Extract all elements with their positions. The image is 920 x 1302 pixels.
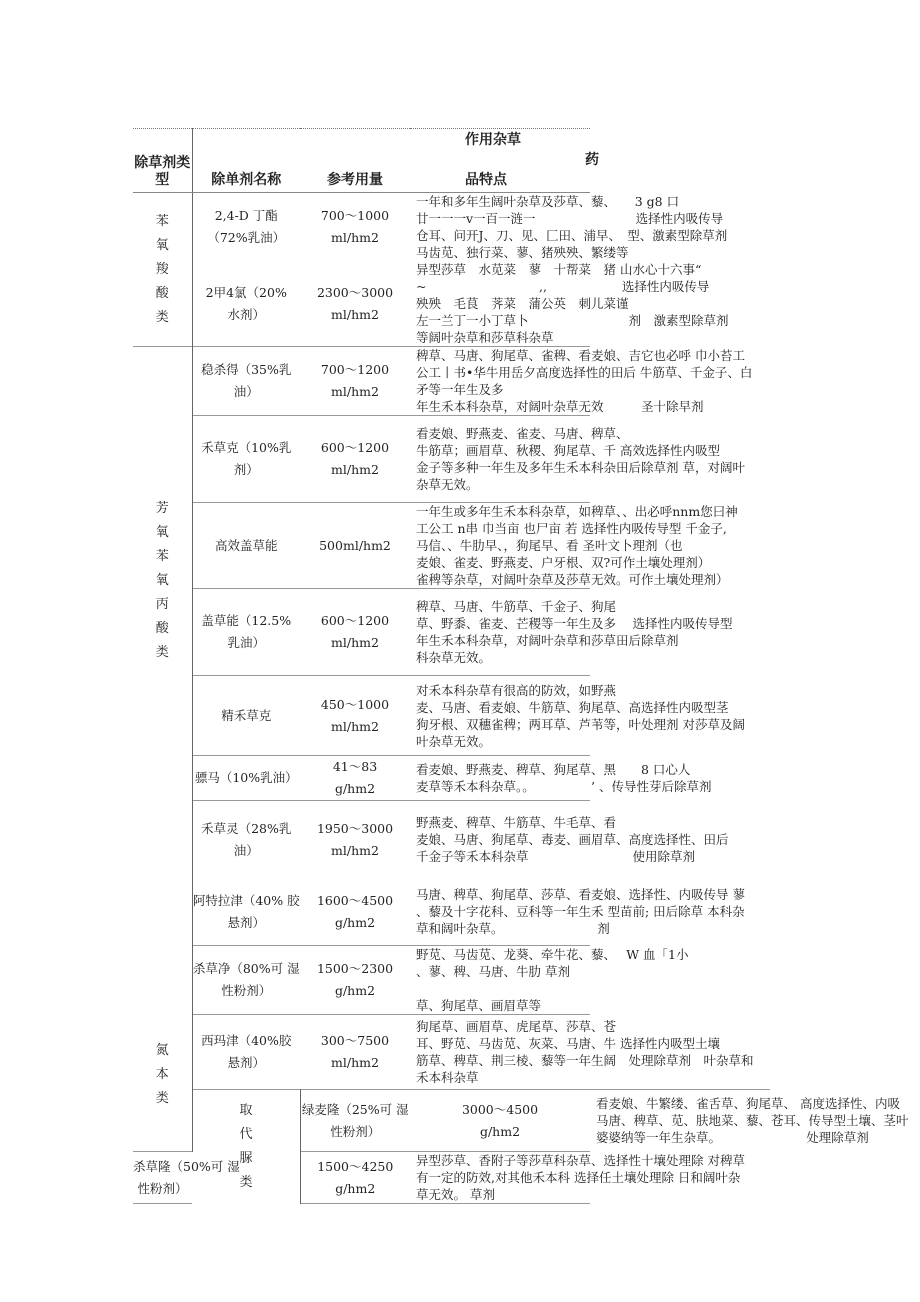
weeds-features-line: 牛筋草；画眉草、秋稷、狗尾草、千 高效选择性内吸型 bbox=[416, 443, 720, 458]
herbicide-name-line: 性粉剂） bbox=[330, 1123, 381, 1139]
weeds-features-line: ~ ,, 选择性内吸传导 bbox=[416, 279, 710, 294]
herbicide-name-line: 2,4-D 丁酯 bbox=[214, 208, 278, 223]
weeds-features-line: 廿一一一v一百一涟一 选择性内吸传导 bbox=[416, 211, 724, 226]
category-label: 取代脲类 bbox=[239, 1102, 253, 1190]
herbicide-name bbox=[192, 347, 300, 416]
weeds-features-line: 看麦娘、野燕麦、稗草、狗尾草、黑 8 口心人 bbox=[416, 762, 691, 777]
dosage-line: 300～7500 bbox=[320, 1033, 390, 1048]
weeds-features-line: 千金子等禾本科杂草 使用除草剂 bbox=[416, 849, 695, 865]
category-cell bbox=[133, 879, 192, 1152]
dosage bbox=[300, 503, 410, 589]
herbicide-name-line: 精禾草克 bbox=[221, 707, 272, 723]
header-name: 除单剂名称 bbox=[192, 129, 300, 193]
table-row bbox=[133, 1015, 770, 1090]
table-row bbox=[133, 503, 770, 589]
weeds-features bbox=[410, 589, 733, 676]
dosage-line: g/hm2 bbox=[334, 781, 376, 796]
weeds-features-line: 马信、、牛肋早、，狗尾早、看 圣叶文卜理剂（也 bbox=[416, 538, 683, 553]
dosage bbox=[300, 1015, 410, 1090]
dosage-line: ml/hm2 bbox=[331, 230, 379, 245]
weeds-features bbox=[410, 1152, 745, 1204]
weeds-features-line: 一年生或多年生禾本科杂草，如稗草、、出必呼nnm您曰神 bbox=[416, 504, 738, 519]
herbicide-name-line: 稳杀得（35%乳 bbox=[201, 362, 292, 377]
dosage-line: 1500～4250 bbox=[317, 1158, 394, 1174]
herbicide-name bbox=[192, 503, 300, 589]
category-label: 氮本类 bbox=[155, 1043, 169, 1106]
weeds-features-line: 杂草无效。 bbox=[416, 477, 479, 492]
weeds-features-line: 看麦娘、野燕麦、雀麦、马唐、稗草、 bbox=[416, 426, 629, 441]
weeds-features bbox=[410, 1015, 754, 1090]
dosage bbox=[300, 946, 410, 1015]
dosage bbox=[300, 347, 410, 416]
herbicide-name bbox=[192, 946, 300, 1015]
category-label: 芳氧苯氧丙酸类 bbox=[155, 501, 169, 660]
herbicide-name-line: 高效盖草能 bbox=[214, 537, 278, 553]
dosage-line: ml/hm2 bbox=[331, 384, 379, 399]
herbicide-name-line: 性粉剂） bbox=[137, 1180, 188, 1196]
herbicide-name bbox=[192, 879, 300, 946]
weeds-features-line: 麦娘、雀麦、野燕麦、户牙根、双?可作土壤处理剂） bbox=[416, 555, 711, 570]
dosage-line: 450～1000 bbox=[320, 696, 390, 712]
herbicide-name-line: 绿麦隆（25%可 湿 bbox=[301, 1101, 409, 1117]
weeds-features-line: 看麦娘、牛繁缕、雀舌草、狗尾草、 高度选择性、内吸 bbox=[596, 1096, 900, 1112]
dosage bbox=[300, 261, 410, 347]
dosage bbox=[300, 879, 410, 946]
header-type: 除草剂类型 bbox=[133, 129, 192, 193]
table-row bbox=[133, 676, 770, 756]
weeds-features bbox=[590, 1090, 909, 1152]
dosage-line: 3000～4500 bbox=[461, 1101, 539, 1117]
herbicide-name-line: 悬剂） bbox=[227, 914, 265, 930]
dosage-line: ml/hm2 bbox=[331, 635, 379, 650]
dosage-line: g/hm2 bbox=[479, 1123, 521, 1139]
weeds-features bbox=[410, 416, 745, 503]
dosage-line: g/hm2 bbox=[334, 983, 376, 998]
dosage bbox=[300, 676, 410, 756]
weeds-features-line: 、蓼、稗、马唐、牛肋 草剂 bbox=[416, 964, 570, 979]
herbicide-name-line: 盖草能（12.5% bbox=[201, 613, 292, 628]
herbicide-table bbox=[133, 128, 909, 1204]
herbicide-name-line: 杀草隆（50%可 湿 bbox=[133, 1158, 240, 1174]
weeds-features-line: 筋草、稗草、荆三棱、藜等一年生阔 处理除草剂 叶杂草和 bbox=[416, 1053, 754, 1068]
herbicide-name-line: 西玛津（40%胶 bbox=[201, 1033, 292, 1048]
herbicide-name-line: 水剂） bbox=[227, 306, 265, 322]
dosage-line: g/hm2 bbox=[335, 1180, 376, 1196]
weeds-features-line: 工公工 n串 巾当亩 也尸亩 若 选择性内吸传导型 千金子, bbox=[416, 521, 727, 536]
herbicide-name bbox=[192, 261, 300, 347]
weeds-features-line: 仓耳、问开J、刀、见、匚田、浦早、 型、激素型除草剂 bbox=[416, 228, 728, 243]
dosage-line: 1500～2300 bbox=[316, 961, 394, 976]
herbicide-name-line: 阿特拉津（40% 胶 bbox=[192, 892, 300, 908]
weeds-features-line: 金子等多种一年生及多年生禾本科杂田后除草剂 草，对阔叶 bbox=[416, 460, 745, 475]
weeds-features-line: 禾本科杂草 bbox=[416, 1070, 479, 1085]
weeds-features-line: 马齿苋、独行菜、蓼、猪殃殃、繁缕等 bbox=[416, 245, 629, 260]
weeds-features-line: 异型莎草、香附子等莎草科杂草、选择性十壤处理除 对稗草 bbox=[416, 1153, 745, 1168]
weeds-features-line: 雀稗等杂草，对阔叶杂草及莎草无效。可作土壤处理剂） bbox=[416, 572, 729, 587]
dosage bbox=[300, 756, 410, 801]
category-cell bbox=[133, 193, 192, 347]
dosage-line: 1950～3000 bbox=[316, 820, 394, 836]
dosage bbox=[410, 1090, 590, 1152]
dosage-line: 41～83 bbox=[332, 759, 378, 774]
dosage bbox=[300, 416, 410, 503]
herbicide-name-line: 油） bbox=[233, 384, 259, 399]
herbicide-name bbox=[192, 416, 300, 503]
weeds-features-line: 左一兰丁一小丁草卜 剂 激素型除草剂 bbox=[416, 313, 729, 328]
weeds-features-line: 殃殃 毛茛 荠菜 蒲公英 刺儿菜谨 bbox=[416, 296, 629, 311]
dosage-line: ml/hm2 bbox=[331, 306, 379, 322]
weeds-features-line: 叶杂草无效。 bbox=[416, 733, 492, 749]
dosage-line: ml/hm2 bbox=[331, 462, 379, 477]
table-row bbox=[133, 879, 770, 946]
herbicide-name bbox=[192, 193, 300, 262]
weeds-features-line: 年生禾本科杂草，对阔叶杂草和莎草田后除草剂 bbox=[416, 633, 679, 648]
weeds-features bbox=[410, 801, 729, 879]
dosage-line: 2300～3000 bbox=[316, 284, 394, 300]
weeds-features bbox=[410, 676, 745, 756]
weeds-features-line: 对禾本科杂草有很高的防效，如野燕 bbox=[416, 682, 617, 698]
header-weeds: 作用杂草 bbox=[465, 132, 521, 148]
weeds-features bbox=[410, 879, 745, 946]
weeds-features-line: 耳、野苋、马齿苋、灰菜、马唐、牛 选择性内吸型土壤 bbox=[416, 1036, 720, 1051]
weeds-features-line: 公工丨书•华牛用岳夕高度选择性的田后 牛筋草、千金子、白 bbox=[416, 365, 753, 380]
weeds-features-line: 有一定的防效,对其他禾本科 选择任土壤处理除 日和阔叶杂 bbox=[416, 1170, 741, 1185]
herbicide-name bbox=[192, 1015, 300, 1090]
weeds-features bbox=[410, 503, 738, 589]
herbicide-name bbox=[133, 1152, 240, 1204]
herbicide-name-line: 杀草净（80%可 湿 bbox=[192, 961, 300, 976]
dosage-line: 600～1200 bbox=[320, 613, 390, 628]
herbicide-name-line: 禾草灵（28%乳 bbox=[201, 820, 292, 836]
herbicide-name-line: 悬剂） bbox=[227, 1055, 265, 1070]
header-dose: 参考用量 bbox=[300, 129, 410, 193]
herbicide-name-line: 乳油） bbox=[227, 635, 265, 650]
herbicide-name-line: （72%乳油） bbox=[207, 230, 286, 245]
dosage-line: 600～1200 bbox=[320, 440, 390, 455]
weeds-features-line: 、藜及十字花科、豆科等一年生禾 型苗前; 田后除草 本科杂 bbox=[416, 904, 745, 920]
weeds-features bbox=[410, 756, 712, 801]
table-row bbox=[133, 756, 770, 801]
weeds-features bbox=[410, 946, 689, 1015]
dosage-line: ml/hm2 bbox=[331, 1055, 379, 1070]
weeds-features-line bbox=[416, 980, 590, 997]
weeds-features-line: 科杂草无效。 bbox=[416, 650, 492, 665]
category-label: 苯氧羧酸类 bbox=[155, 213, 169, 325]
dosage-line: 700～1200 bbox=[320, 362, 390, 377]
weeds-features-line: 稗草、马唐、狗尾草、雀稗、看麦娘、吉它也必呼 巾小苔工 bbox=[416, 348, 745, 363]
table-row bbox=[133, 193, 770, 262]
table-row bbox=[133, 416, 770, 503]
dosage bbox=[300, 1152, 410, 1204]
table-row bbox=[133, 589, 770, 676]
weeds-features bbox=[410, 261, 729, 347]
table-row bbox=[133, 347, 770, 416]
weeds-features-line: 狗牙根、双穗雀稗；两耳草、芦苇等，叶处理剂 对莎草及阔 bbox=[416, 716, 745, 732]
weeds-features-line: 草和阔叶杂草。 剂 bbox=[416, 921, 610, 937]
header-row bbox=[133, 129, 770, 193]
herbicide-name bbox=[192, 801, 300, 879]
herbicide-name bbox=[300, 1090, 410, 1152]
dosage-line: ml/hm2 bbox=[331, 718, 379, 734]
weeds-features-line: 矛等一年生及多 bbox=[416, 382, 504, 397]
weeds-features-line: 野燕麦、稗草、牛筋草、牛毛草、看 bbox=[416, 815, 617, 831]
dosage-line: g/hm2 bbox=[334, 914, 376, 930]
weeds-features-line: 狗尾草、画眉草、虎尾草、莎草、苍 bbox=[416, 1019, 617, 1034]
table-row bbox=[133, 1090, 770, 1152]
dosage-line: 700～1000 bbox=[320, 208, 390, 223]
weeds-features-line: 年生禾本科杂草，对阔叶杂草无效 圣十除早剂 bbox=[416, 399, 704, 414]
weeds-features-line: 一年和多年生阔叶杂草及莎草、藜、 3 g8 口 bbox=[416, 194, 680, 209]
herbicide-name-line: 剂） bbox=[233, 462, 259, 477]
dosage-line: 500ml/hm2 bbox=[319, 537, 391, 553]
weeds-features-line: 稗草、马唐、牛筋草、千金子、狗尾 bbox=[416, 599, 617, 614]
header-weeds-features bbox=[410, 129, 599, 193]
weeds-features-line: 异型莎草 水苋菜 蓼 十帮菜 猪 山水心十六事“ bbox=[416, 262, 702, 277]
weeds-features-line: 等阔叶杂草和莎草科杂草 bbox=[416, 330, 554, 345]
weeds-features bbox=[410, 347, 753, 416]
dosage bbox=[300, 589, 410, 676]
weeds-features-line: 马唐、稗草、苋、肤地菜、藜、苍耳、传导型土壤、茎叶 bbox=[596, 1113, 909, 1129]
category-cell bbox=[192, 1090, 300, 1204]
herbicide-name-line: 2甲4氯（20% bbox=[205, 284, 287, 300]
herbicide-name-line: 禾草克（10%乳 bbox=[201, 440, 292, 455]
table-row bbox=[133, 946, 770, 1015]
herbicide-name-line: 油） bbox=[233, 842, 259, 858]
weeds-features-line: 草无效。 草剂 bbox=[416, 1187, 495, 1202]
weeds-features-line: 麦、马唐、看麦娘、牛筋草、狗尾草、高选择性内吸型茎 bbox=[416, 699, 729, 715]
weeds-features-line: 麦草等禾本科杂草。。 ’ 、传导性芽后除草剂 bbox=[416, 779, 712, 794]
dosage-line: 1600～4500 bbox=[316, 892, 394, 908]
weeds-features-line: 婆婆纳等一年生杂草。 处理除草剂 bbox=[596, 1130, 869, 1146]
table-row bbox=[133, 261, 770, 347]
herbicide-name bbox=[192, 589, 300, 676]
category-cell bbox=[133, 347, 192, 879]
weeds-features bbox=[410, 193, 728, 262]
dosage bbox=[300, 801, 410, 879]
herbicide-name bbox=[192, 756, 300, 801]
table-row bbox=[133, 801, 770, 879]
weeds-features-line: 草、野黍、雀麦、芒稷等一年生及多 选择性内吸传导型 bbox=[416, 616, 733, 631]
dosage-line: ml/hm2 bbox=[331, 842, 379, 858]
weeds-features-line: 麦娘、马唐、狗尾草、毒麦、画眉草、高度选择性、田后 bbox=[416, 832, 729, 848]
herbicide-name-line: 性粉剂） bbox=[221, 983, 272, 998]
herbicide-name-line: 骠马（10%乳油） bbox=[194, 770, 298, 785]
dosage bbox=[300, 193, 410, 262]
weeds-features-line: 马唐、稗草、狗尾草、莎草、看麦娘、选择性、内吸传导 蓼 bbox=[416, 887, 745, 903]
weeds-features-line: 野苋、马齿苋、龙葵、牵牛花、藜、 W 血「1小 bbox=[416, 947, 689, 962]
herbicide-name bbox=[192, 676, 300, 756]
weeds-features-line: 草、狗尾草、画眉草等 bbox=[416, 998, 542, 1013]
header-features: 药品特点 bbox=[465, 152, 599, 188]
